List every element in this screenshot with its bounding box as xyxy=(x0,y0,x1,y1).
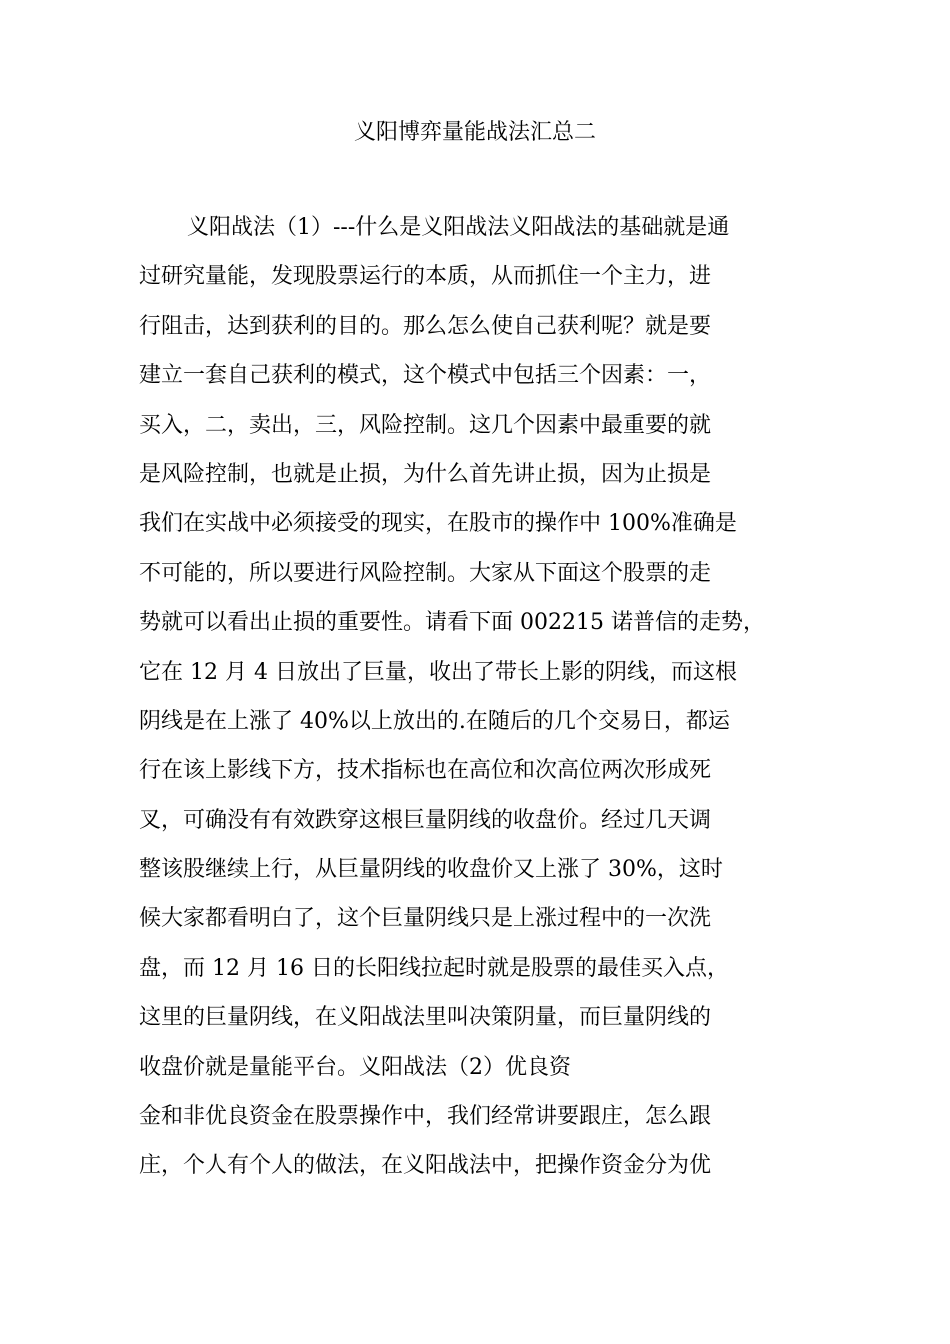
body-line-1: 义阳战法（1）---什么是义阳战法义阳战法的基础就是通 xyxy=(187,215,730,240)
body-line-20: 庄，个人有个人的做法，在义阳战法中，把操作资金分为优 xyxy=(139,1153,712,1179)
body-line-8: 不可能的，所以要进行风险控制。大家从下面这个股票的走 xyxy=(139,560,712,586)
body-line-10: 它在 12 月 4 日放出了巨量，收出了带长上影的阴线，而这根 xyxy=(139,659,737,685)
body-line-17: 这里的巨量阴线，在义阳战法里叫决策阴量，而巨量阴线的 xyxy=(139,1005,712,1031)
body-line-18: 收盘价就是量能平台。义阳战法（2）优良资 xyxy=(139,1054,571,1080)
body-line-19: 金和非优良资金在股票操作中，我们经常讲要跟庄，怎么跟 xyxy=(139,1104,712,1130)
body-line-16: 盘，而 12 月 16 日的长阳线拉起时就是股票的最佳买入点， xyxy=(139,955,729,981)
body-line-4: 建立一套自己获利的模式，这个模式中包括三个因素：一， xyxy=(139,363,712,389)
body-line-15: 候大家都看明白了，这个巨量阴线只是上涨过程中的一次洗 xyxy=(139,906,712,932)
body-line-5: 买入，二，卖出，三，风险控制。这几个因素中最重要的就 xyxy=(139,412,712,438)
body-line-14: 整该股继续上行，从巨量阴线的收盘价又上涨了 30%，这时 xyxy=(139,857,723,883)
body-line-13: 叉，可确没有有效跌穿这根巨量阴线的收盘价。经过几天调 xyxy=(139,807,712,833)
body-line-7: 我们在实战中必须接受的现实，在股市的操作中 100%准确是 xyxy=(139,511,737,537)
document-body xyxy=(139,208,839,1196)
body-line-3: 行阻击，达到获利的目的。那么怎么使自己获利呢？就是要 xyxy=(139,313,712,339)
body-line-6: 是风险控制，也就是止损，为什么首先讲止损，因为止损是 xyxy=(139,461,712,487)
body-line-12: 行在该上影线下方，技术指标也在高位和次高位两次形成死 xyxy=(139,758,712,784)
body-line-9: 势就可以看出止损的重要性。请看下面 002215 诺普信的走势， xyxy=(139,610,765,636)
body-line-2: 过研究量能，发现股票运行的本质，从而抓住一个主力，进 xyxy=(139,264,712,290)
document-title: 义阳博弈量能战法汇总二 xyxy=(353,120,596,145)
body-line-11: 阴线是在上涨了 40%以上放出的.在随后的几个交易日，都运 xyxy=(139,708,730,734)
